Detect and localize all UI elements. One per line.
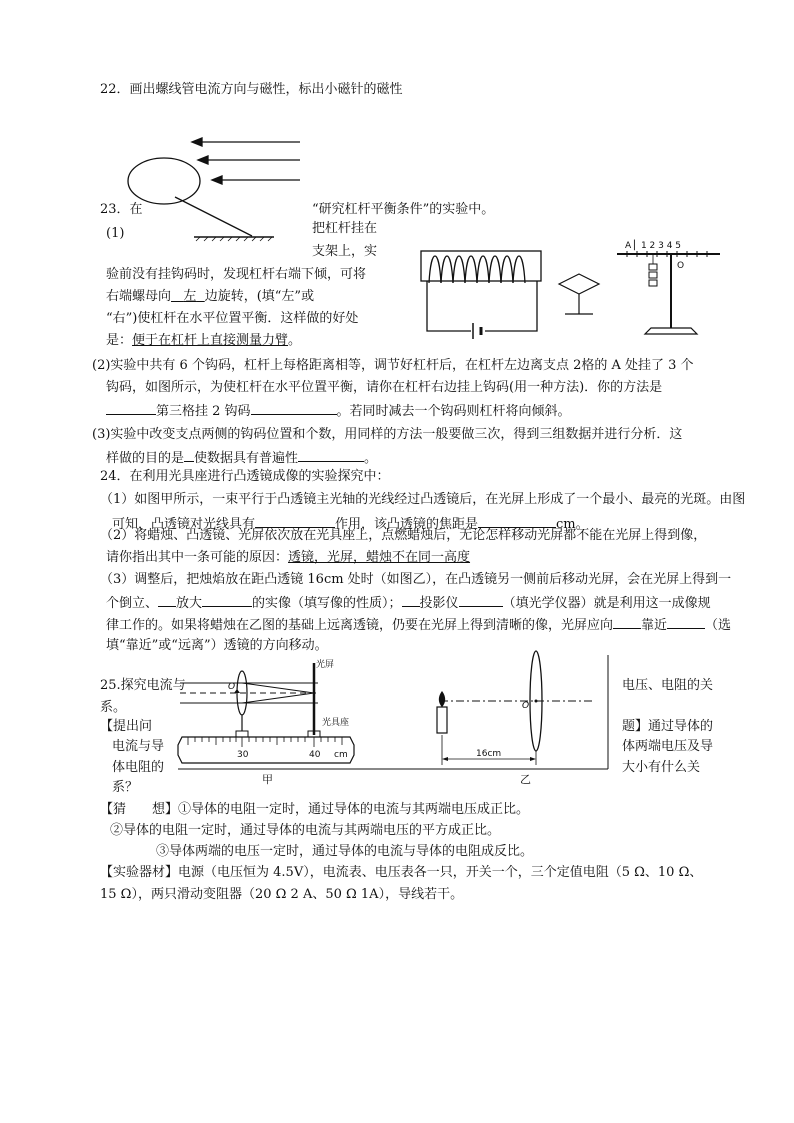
q23-part1-number: (1) <box>106 226 125 241</box>
q24-part2-line1: （2）将蜡烛、凸透镜、光屏依次放在光具座上，点燃蜡烛后，无论怎样移动光屏都不能在光屏上得到像， <box>100 528 707 543</box>
q23-part3-line2: 样做的目的是 使数据具有普遍性 。 <box>106 448 377 468</box>
q23-part2-line3: 第三格挂 2 钩码 。若同时减去一个钩码则杠杆将向倾斜。 <box>106 401 571 421</box>
lens-figures <box>178 655 613 785</box>
yi-caption: 乙 <box>520 773 531 786</box>
q25-left-e: 系？ <box>112 780 139 795</box>
q25-left-a: 25.探究电流与 <box>100 678 186 693</box>
q24-part3-line1: （3）调整后，把烛焰放在距凸透镜 16cm 处时（如图乙），在凸透镜另一侧前后移动光屏，会在光屏上得到一 <box>100 572 732 587</box>
q23-part1-b: 支架上，实 <box>312 244 378 259</box>
q24-part1-line2: 可知，凸透镜对光线具有 作用，该凸透镜的焦距是 cm。 <box>112 514 589 534</box>
q25-right-a: 电压、电阻的关 <box>622 678 714 693</box>
q25-left-c: 电流与导 <box>112 739 165 754</box>
q23-title: “研究杠杆平衡条件”的实验中。 <box>312 202 495 217</box>
jia-bench-label: 光具座 <box>322 718 350 728</box>
q23-part1-line2: 右端螺母向 左 边旋转，(填“左”或 <box>106 289 315 304</box>
small-compass-figure <box>555 270 605 322</box>
lever-pivot-label: O <box>677 261 685 271</box>
q24-part2-line2: 请你指出其中一条可能的原因：透镜，光屏，蜡烛不在同一高度 <box>106 550 471 565</box>
q23-part3-line1: (3)实验中改变支点两侧的钩码位置和个数，用同样的方法一般要做三次，得到三组数据并进行分析．这 <box>92 427 683 442</box>
figure-yi <box>437 651 593 786</box>
yi-distance-label: 16cm <box>476 749 502 759</box>
jia-tick-30: 30 <box>237 750 249 760</box>
q23-number: 23．在 <box>100 202 143 217</box>
yi-optical-center-label: O <box>522 701 530 711</box>
q25-guess-1: 【猜 想】①导体的电阻一定时，通过导体的电流与其两端电压成正比。 <box>100 802 530 817</box>
q25-tag-problem: 【提出问 <box>100 719 153 734</box>
figure-jia <box>178 658 354 763</box>
q25-equipment-2: 15 Ω），两只滑动变阻器（20 Ω 2 A、50 Ω 1A），导线若干。 <box>100 887 464 902</box>
q24-heading: 24．在利用光具座进行凸透镜成像的实验探究中： <box>100 469 390 484</box>
q23-part1-line3: “右”)使杠杆在水平位置平衡．这样做的好处 <box>106 311 359 326</box>
q25-right-d: 大小有什么关 <box>622 760 701 775</box>
q23-part1-a: 把杠杆挂在 <box>312 221 378 236</box>
q24-part3-line4: 填“靠近”或“远离”）透镜的方向移动。 <box>106 638 328 653</box>
q23-part2-line1: (2)实验中共有 6 个钩码，杠杆上每格距离相等，调节好杠杆后，在杠杆左边离支点 2格的 A 处挂了 3 个 <box>92 358 694 373</box>
q22-figure <box>120 130 320 245</box>
q23-part1-line4: 是：便于在杠杆上直接测量力臂。 <box>106 333 302 348</box>
lever-scale-labels: A ▏1 2 3 4 5 <box>625 241 682 251</box>
jia-tick-40: 40 <box>309 750 321 760</box>
q25-equipment-1: 【实验器材】电源（电压恒为 4.5V），电流表、电压表各一只，开关一个，三个定值电阻（5 Ω、10 Ω、 <box>100 865 703 880</box>
q23-part1-line1: 验前没有挂钩码时，发现杠杆右端下倾，可将 <box>106 267 367 282</box>
jia-screen-label: 光屏 <box>316 660 335 670</box>
q25-left-d: 体电阻的 <box>112 760 165 775</box>
q24-part3-line2: 个倒立、 放大 的实像（填写像的性质）； 投影仪 （填光学仪器）就是利用这一成像规 <box>106 593 711 613</box>
lever-figure <box>615 238 725 338</box>
compass-ellipse-icon <box>128 158 200 204</box>
q23-part2-line2: 钩码，如图所示，为使杠杆在水平位置平衡，请你在杠杆右边挂上钩码(用一种方法)．你的方法是 <box>106 380 663 395</box>
jia-optical-center-label: O <box>228 682 236 692</box>
solenoid-circuit-figure <box>415 245 550 340</box>
q24-part1-line1: （1）如图甲所示，一束平行于凸透镜主光轴的光线经过凸透镜后，在光屏上形成了一个最小、最亮的光斑。由图 <box>100 492 746 507</box>
q25-guess-2: ②导体的电阻一定时，通过导体的电流与其两端电压的平方成正比。 <box>110 823 501 838</box>
q22-text: 22．画出螺线管电流方向与磁性，标出小磁针的磁性 <box>100 82 403 97</box>
jia-unit-label: cm <box>334 750 348 760</box>
q25-right-c: 体两端电压及导 <box>622 739 714 754</box>
q25-guess-3: ③导体两端的电压一定时，通过导体的电流与导体的电阻成反比。 <box>156 844 534 859</box>
q25-right-b: 题】通过导体的 <box>622 719 714 734</box>
q25-left-b: 系。 <box>100 700 127 715</box>
jia-caption: 甲 <box>262 773 273 786</box>
q24-part3-line3: 律工作的。如果将蜡烛在乙图的基础上远离透镜，仍要在光屏上得到清晰的像，光屏应向 靠近 （选 <box>106 615 731 635</box>
